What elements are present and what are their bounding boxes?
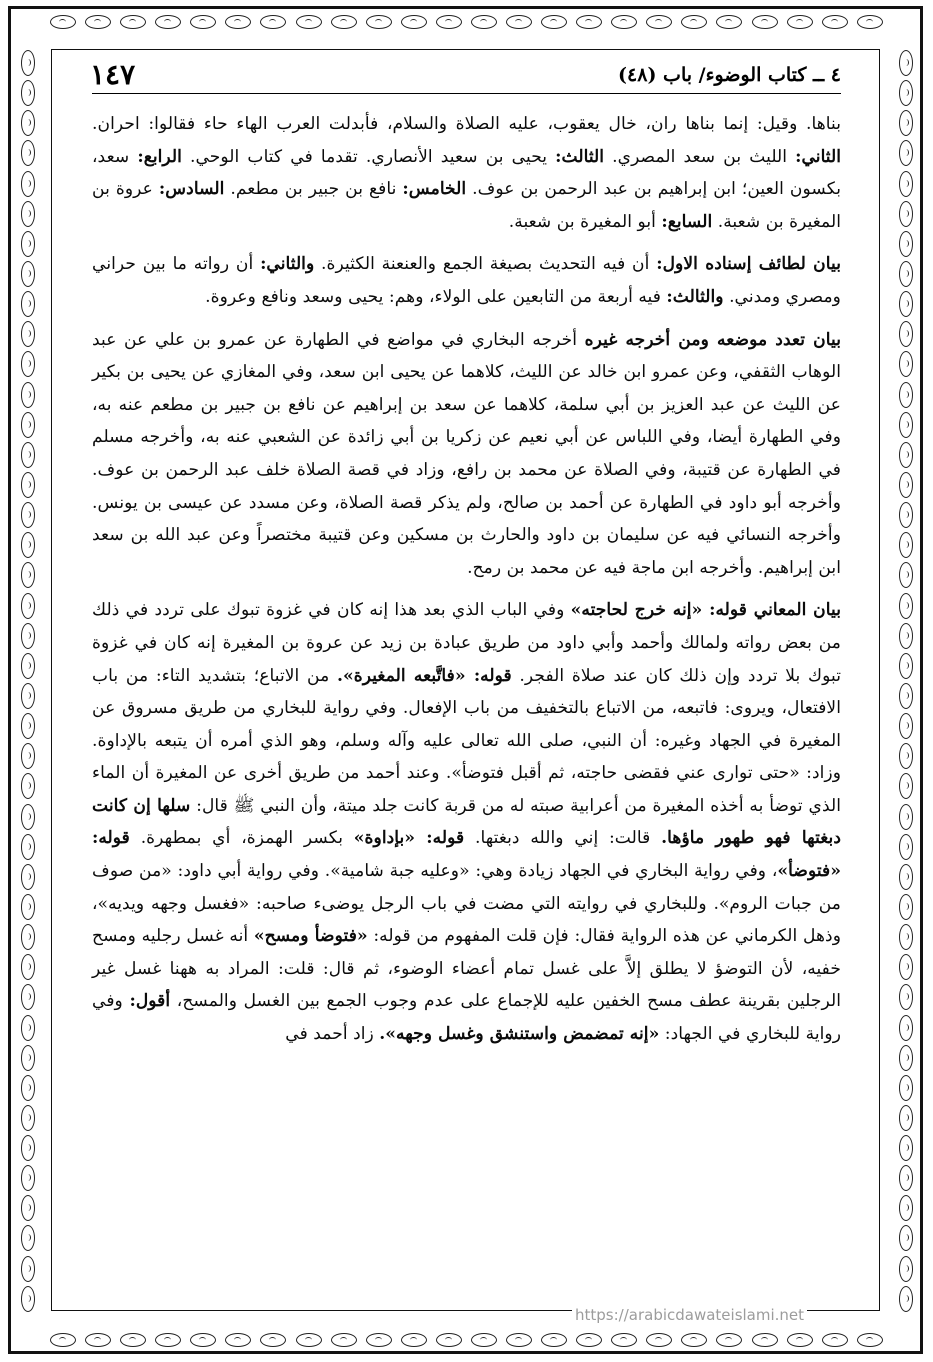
ornament-icon [21,110,35,136]
ornament-icon [21,382,35,408]
bold-heading-run: سلها إن كانت دبغتها فهو طهور ماؤها. [92,795,841,849]
ornament-icon [899,683,913,709]
ornament-icon [899,653,913,679]
ornament-icon [225,15,251,29]
ornament-icon [50,15,76,29]
ornament-icon [21,562,35,588]
text-run: من الاتباع؛ بتشديد التاء: من باب الافتعال، ويروى: فاتبعه، من الاتباع بالتخفيف من باب الإفعال. وفي رواية للبخاري من طريق مسروق عن المغيرة في الجهاد وغيره: أن النبي، صلى الله تعالى عليه وآله وسلم، وهو الذي أمره أن يتبعه بالإداوة. وزاد: «حتى توارى عني فقضى حاجته، ثم أقبل فتوضأ». وعند أحمد من طريق أخرى عن المغيرة أن الماء الذي توضأ به أخذه المغيرة من أعرابية صبته له من قربة كانت جلد ميتة، وأن النبي ﷺ قال: [92,665,841,816]
text-run: عروة بن المغيرة بن شعبة. [92,179,841,232]
ornament-icon [331,15,357,29]
ornament-icon [21,653,35,679]
ornament-icon [296,15,322,29]
ornament-icon [471,1333,497,1347]
ornament-icon [21,1286,35,1312]
ornament-icon [716,1333,742,1347]
ornament-icon [899,382,913,408]
ornament-icon [21,1105,35,1131]
ornament-icon [155,15,181,29]
ornament-icon [21,80,35,106]
ornament-icon [506,1333,532,1347]
ornament-icon [822,15,848,29]
ornament-icon [21,743,35,769]
ornament-icon [646,1333,672,1347]
ornament-icon [21,502,35,528]
ornament-icon [21,412,35,438]
ornament-icon [611,1333,637,1347]
ornament-icon [899,1165,913,1191]
ornament-icon [21,834,35,860]
ornament-icon [899,532,913,558]
ornament-icon [401,15,427,29]
ornament-icon [436,15,462,29]
bold-heading-run: السابع: [661,211,713,232]
bold-heading-run: بيان المعاني قوله: «إنه خرج لحاجته» [570,600,841,621]
ornament-icon [21,773,35,799]
ornament-icon [21,291,35,317]
ornament-icon [85,1333,111,1347]
bold-heading-run: الرابع: [137,146,182,167]
ornament-icon [681,15,707,29]
page-number: ١٤٧ [90,58,136,91]
ornament-icon [21,472,35,498]
ornament-icon [899,261,913,287]
ornament-icon [190,1333,216,1347]
ornament-icon [899,50,913,76]
text-run: أخرجه البخاري في مواضع في الطهارة عن عمرو بن علي عن عبد الوهاب الثقفي، وعن عمرو ابن خالد عن الليث، كلاهما عن يحيى ابن سعد، وفي المغازي عن يحيى بن بكير عن الليث عن عبد العزيز بن أبي سلمة، كلاهما عن سعد بن إبراهيم عن نافع بن جبير بن مطعم عنه به، وفي الطهارة أيضا، وفي اللباس عن أبي نعيم عن زكريا بن أبي زائدة عن الشعبي عنه به، وأخرجه مسلم في الطهارة عن قتيبة، وفي الصلاة عن محمد بن رافع، وزاد في قصة الصلاة خلف عبد الرحمن بن عوف. وأخرجه أبو داود في الطهارة عن أحمد بن صالح، ولم يذكر قصة الصلاة، وعن مسدد عن عيسى بن يونس. وأخرجه النسائي فيه عن سليمان بن داود والحارث بن مسكين وعن قتيبة مختصراً وعن عبد الله بن سعد ابن إبراهيم. وأخرجه ابن ماجة فيه عن محمد بن رمح. [92,329,841,578]
ornament-icon [899,924,913,950]
ornament-icon [576,1333,602,1347]
ornament-icon [899,1225,913,1251]
ornament-icon [21,954,35,980]
ornament-icon [899,593,913,619]
ornament-icon [225,1333,251,1347]
ornament-icon [401,1333,427,1347]
ornament-icon [646,15,672,29]
ornament-icon [21,442,35,468]
ornament-icon [899,1286,913,1312]
ornament-icon [899,140,913,166]
bold-heading-run: «فتوضأ ومسح» [253,926,368,947]
ornament-icon [21,713,35,739]
ornament-icon [21,321,35,347]
ornament-icon [471,15,497,29]
ornament-icon [752,15,778,29]
right-ornament-band [892,50,920,1312]
ornament-icon [21,864,35,890]
ornament-icon [260,1333,286,1347]
text-run: نافع بن جبير بن مطعم. [224,179,403,200]
ornament-icon [899,954,913,980]
ornament-icon [155,1333,181,1347]
ornament-icon [899,773,913,799]
text-run: وفي رواية للبخاري في الجهاد: [92,991,841,1045]
text-run: أن رواته ما بين حراني ومصري ومدني. [92,254,841,307]
ornament-icon [506,15,532,29]
ornament-icon [822,1333,848,1347]
top-ornament-band [50,8,883,36]
ornament-icon [787,1333,813,1347]
bold-heading-run: الثالث: [555,146,605,167]
ornament-icon [21,231,35,257]
ornament-icon [21,140,35,166]
paragraph [92,248,841,313]
ornament-icon [899,442,913,468]
ornament-icon [899,1015,913,1041]
bottom-ornament-band [50,1326,883,1354]
ornament-icon [899,412,913,438]
ornament-icon [787,15,813,29]
paragraph [92,324,841,585]
ornament-icon [21,1015,35,1041]
text-run: يحيى بن سعيد الأنصاري. تقدما في كتاب الوحي. [181,146,556,167]
ornament-icon [716,15,742,29]
ornament-icon [899,1195,913,1221]
ornament-icon [899,623,913,649]
text-run: أن فيه التحديث بصيغة الجمع والعنعنة الكثيرة. [314,254,657,275]
ornament-icon [296,1333,322,1347]
ornament-icon [899,472,913,498]
text-run: سعد، بكسون العين؛ ابن إبراهيم بن عبد الرحمن بن عوف. [92,146,841,200]
ornament-icon [857,15,883,29]
text-run: فيه أربعة من التابعين على الولاء، وهم: يحيى وسعد ونافع وعروة. [205,286,667,307]
ornament-icon [576,15,602,29]
bold-heading-run: أقول: [129,991,171,1012]
ornament-icon [21,171,35,197]
ornament-icon [85,15,111,29]
ornament-icon [21,351,35,377]
bold-heading-run: قوله: «فتوضأ» [92,828,841,882]
ornament-icon [21,593,35,619]
text-run: وفي الباب الذي بعد هذا إنه كان في غزوة تبوك على تردد في ذلك من بعض رواته ولمالك وأحمد وأبي داود من طريق عبادة بن زيد عن عروة بن المغيرة إنه كان في غزوة تبوك بلا تردد وإن ذلك كان عند صلاة الفجر. [92,600,841,686]
ornament-icon [21,532,35,558]
ornament-icon [899,502,913,528]
ornament-icon [366,15,392,29]
bold-heading-run: الخامس: [402,179,467,200]
text-run: قالت: إني والله دبغتها. [464,828,662,849]
bold-heading-run: السادس: [158,179,225,200]
ornament-icon [21,1135,35,1161]
ornament-icon [899,1256,913,1282]
paragraph [92,594,841,1050]
text-run: بناها. وقيل: إنما بناها ران، خال يعقوب، عليه الصلاة والسلام، فأبدلت العرب الهاء حاء فقالوا: احران. [92,114,841,134]
ornament-icon [899,201,913,227]
bold-heading-run: «إنه تمضمض واستنشق وغسل وجهه». [379,1024,660,1045]
ornament-icon [899,1105,913,1131]
ornament-icon [260,15,286,29]
ornament-icon [21,1225,35,1251]
chapter-title: ٤ ــ كتاب الوضوء/ باب (٤٨) [618,64,841,86]
ornament-icon [899,1075,913,1101]
ornament-icon [899,804,913,830]
bold-heading-run: قوله: «فاتَّبعه المغيرة». [337,665,512,686]
ornament-icon [366,1333,392,1347]
ornament-icon [21,1045,35,1071]
ornament-icon [120,15,146,29]
ornament-icon [899,1045,913,1071]
text-run: ، وفي رواية البخاري في الجهاد زيادة وهي: «وعليه جبة شامية». وفي رواية أبي داود: «من صوف من جبات الروم». وللبخاري في روايته التي مضت في باب الرجل يوضىء صاحبه: «فغسل وجهه ويديه»، وذهل الكرماني عن هذه الرواية فقال: فإن قلت المفهوم من قوله: [92,861,841,947]
ornament-icon [21,623,35,649]
text-run: أبو المغيرة بن شعبة. [508,211,662,232]
ornament-icon [331,1333,357,1347]
ornament-icon [899,743,913,769]
bold-heading-run: والثالث: [666,286,724,307]
bold-heading-run: الثاني: [795,146,841,167]
left-ornament-band [14,50,42,1312]
bold-heading-run: والثاني: [260,254,315,275]
ornament-icon [21,804,35,830]
ornament-icon [21,1195,35,1221]
ornament-icon [899,231,913,257]
ornament-icon [21,201,35,227]
header-rule [92,93,841,94]
ornament-icon [436,1333,462,1347]
ornament-icon [611,15,637,29]
ornament-icon [899,351,913,377]
ornament-icon [899,80,913,106]
bold-heading-run: قوله: «بإداوة» [353,828,465,849]
ornament-icon [21,894,35,920]
watermark-url: https://arabicdawateislami.net [572,1306,807,1324]
ornament-icon [50,1333,76,1347]
text-run: زاد أحمد في [285,1024,380,1045]
ornament-icon [899,110,913,136]
ornament-icon [899,864,913,890]
ornament-icon [857,1333,883,1347]
ornament-icon [21,1256,35,1282]
ornament-icon [899,984,913,1010]
ornament-icon [21,924,35,950]
ornament-icon [899,713,913,739]
ornament-icon [899,171,913,197]
ornament-icon [21,50,35,76]
ornament-icon [21,1165,35,1191]
ornament-icon [899,291,913,317]
ornament-icon [21,1075,35,1101]
ornament-icon [899,321,913,347]
ornament-icon [190,15,216,29]
ornament-icon [120,1333,146,1347]
ornament-icon [752,1333,778,1347]
paragraph [92,108,841,238]
text-run: الليث بن سعد المصري. [604,146,796,167]
ornament-icon [681,1333,707,1347]
ornament-icon [541,1333,567,1347]
text-run: بكسر الهمزة، أي بمطهرة. [129,828,354,849]
ornament-icon [899,1135,913,1161]
bold-heading-run: بيان تعدد موضعه ومن أخرجه غيره [584,329,841,350]
ornament-icon [21,984,35,1010]
ornament-icon [541,15,567,29]
ornament-icon [899,894,913,920]
running-header [90,58,841,92]
ornament-icon [899,562,913,588]
ornament-icon [21,683,35,709]
bold-heading-run: بيان لطائف إسناده الاول: [656,254,842,275]
ornament-icon [899,834,913,860]
text-run: أنه غسل رجليه ومسح خفيه، لأن التوضؤ لا يطلق إلاَّ على غسل تمام أعضاء الوضوء، ثم قال: قلت: المراد به ههنا غسل غير الرجلين بقرينة عطف مسح الخفين عليه للإجماع على عدم وجوب الجمع بين الغسل والمسح، [92,926,841,1012]
body-text [92,108,841,1061]
ornament-icon [21,261,35,287]
